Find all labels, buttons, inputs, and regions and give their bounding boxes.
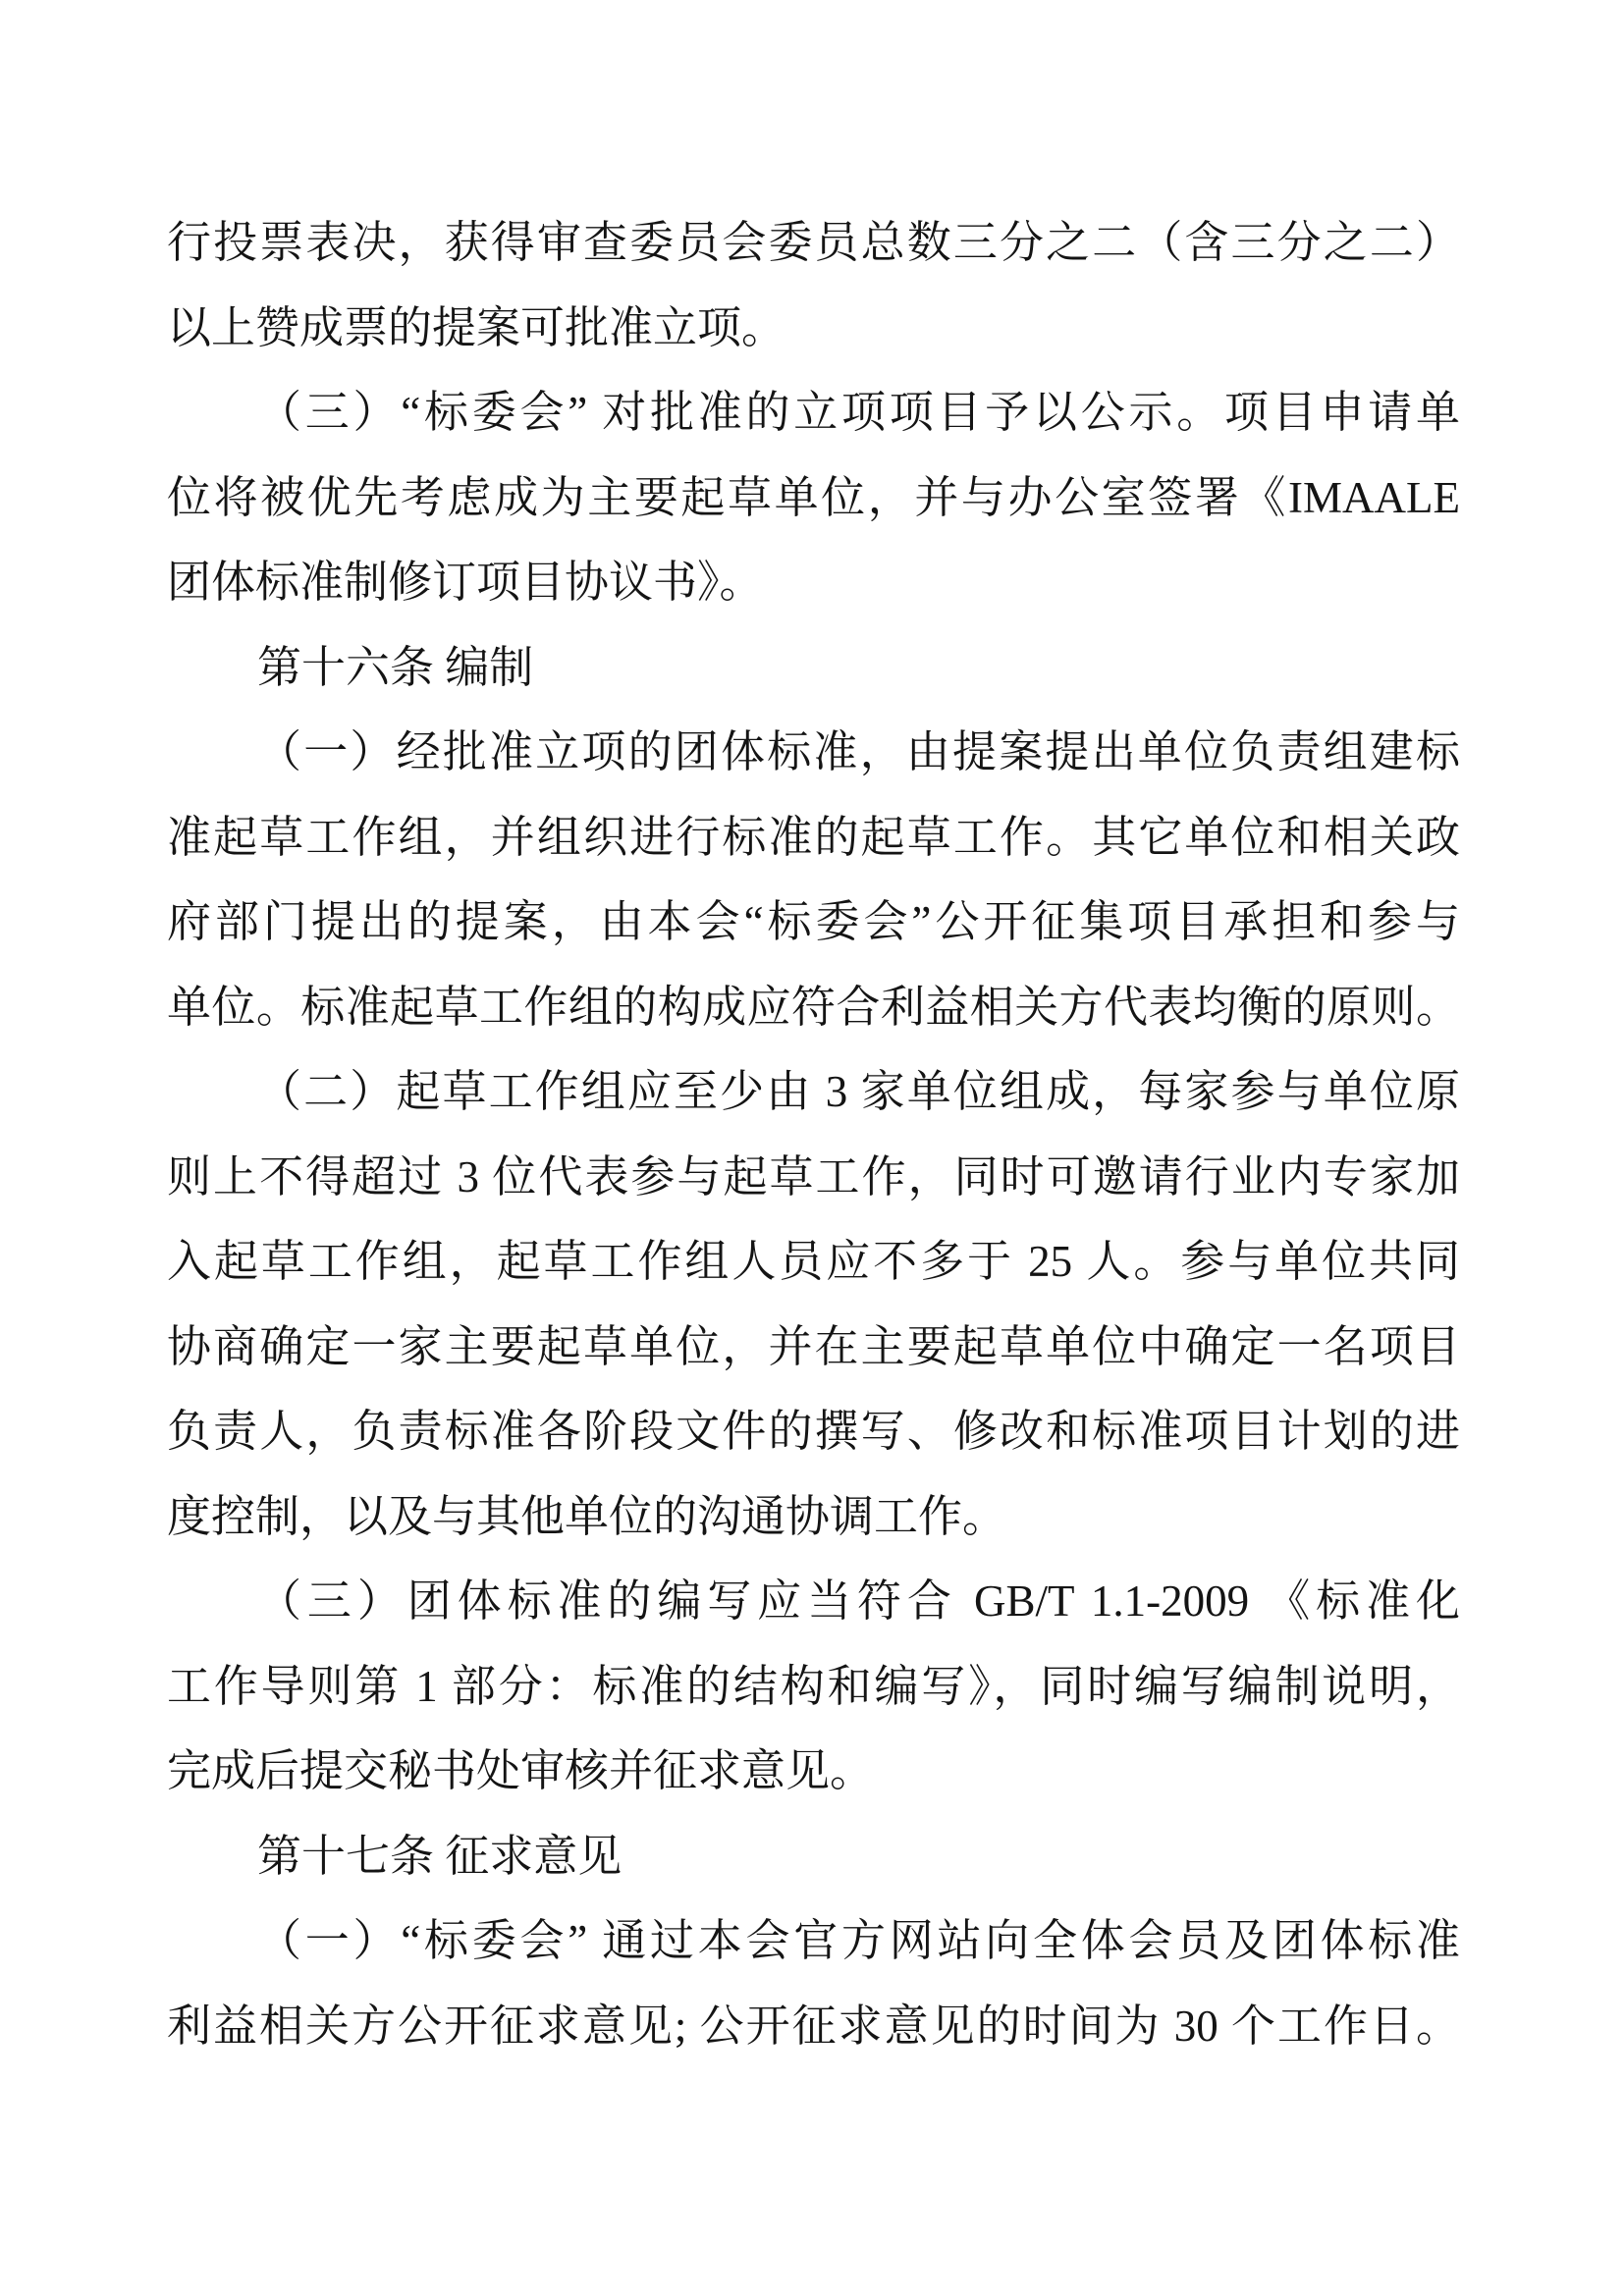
document-line-8: 准起草工作组，并组织进行标准的起草工作。其它单位和相关政: [167, 812, 1460, 862]
document-line-2: 以上赞成票的提案可批准立项。: [167, 302, 786, 352]
document-line-4: 位将被优先考虑成为主要起草单位，并与办公室签署《IMAALE: [167, 472, 1460, 522]
document-body: [167, 200, 1460, 2068]
document-line-17: （三）团体标准的编写应当符合 GB/T 1.1-2009 《标准化: [257, 1576, 1460, 1626]
document-line-13: 入起草工作组，起草工作组人员应不多于 25 人。参与单位共同: [167, 1237, 1460, 1286]
document-line-15: 负责人，负责标准各阶段文件的撰写、修改和标准项目计划的进: [167, 1407, 1460, 1456]
document-line-19: 完成后提交秘书处审核并征求意见。: [167, 1746, 875, 1795]
document-line-12: 则上不得超过 3 位代表参与起草工作，同时可邀请行业内专家加: [167, 1151, 1460, 1201]
document-line-21: （一）“标委会” 通过本会官方网站向全体会员及团体标准: [257, 1916, 1460, 1965]
document-line-5: 团体标准制修订项目协议书》。: [167, 558, 764, 607]
document-line-9: 府部门提出的提案，由本会“标委会”公开征集项目承担和参与: [167, 897, 1460, 946]
document-line-6: 第十六条 编制: [257, 642, 534, 692]
document-line-11: （二）起草工作组应至少由 3 家单位组成，每家参与单位原: [257, 1067, 1460, 1116]
document-line-14: 协商确定一家主要起草单位，并在主要起草单位中确定一名项目: [167, 1321, 1460, 1371]
document-line-7: （一）经批准立项的团体标准，由提案提出单位负责组建标: [257, 727, 1460, 776]
document-line-20: 第十七条 征求意见: [257, 1831, 623, 1881]
document-line-22: 利益相关方公开征求意见; 公开征求意见的时间为 30 个工作日。: [167, 2001, 1460, 2051]
document-line-1: 行投票表决，获得审查委员会委员总数三分之二（含三分之二）: [167, 218, 1460, 267]
document-line-18: 工作导则第 1 部分：标准的结构和编写》，同时编写编制说明，: [167, 1661, 1460, 1711]
document-line-3: （三）“标委会” 对批准的立项项目予以公示。项目申请单: [257, 388, 1460, 437]
document-line-10: 单位。标准起草工作组的构成应符合利益相关方代表均衡的原则。: [167, 982, 1460, 1032]
document-line-16: 度控制，以及与其他单位的沟通协调工作。: [167, 1491, 1007, 1541]
